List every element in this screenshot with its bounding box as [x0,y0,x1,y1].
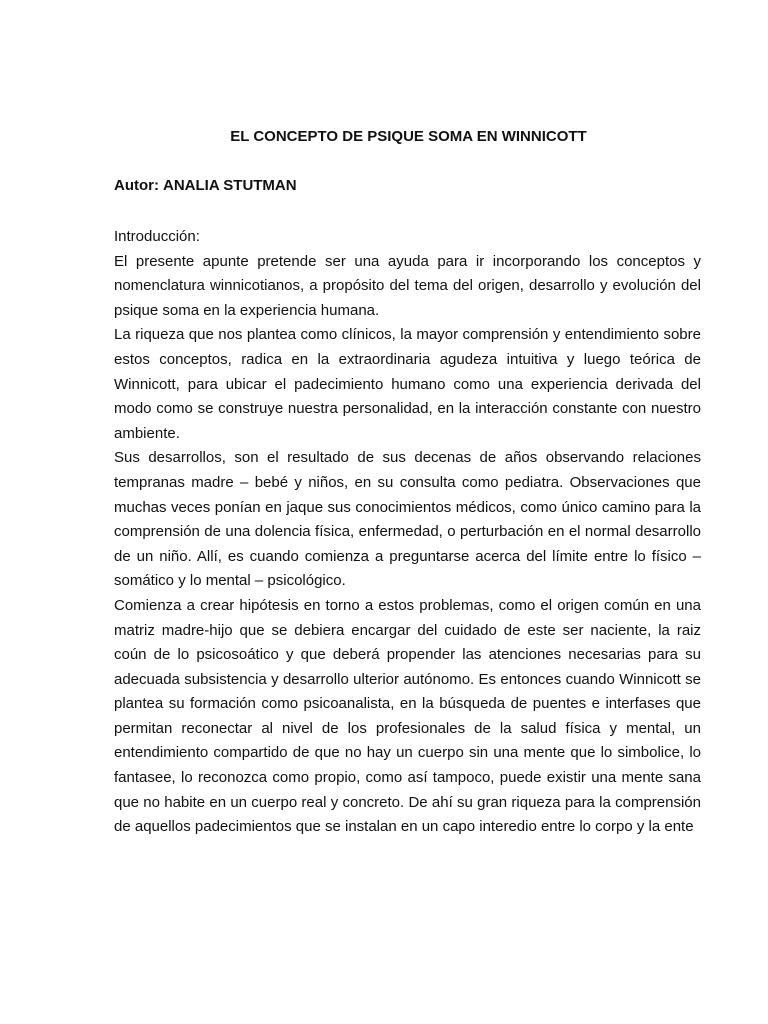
document-title: EL CONCEPTO DE PSIQUE SOMA EN WINNICOTT [230,128,587,145]
author-line [114,177,297,194]
document-body [114,225,701,840]
paragraph: La riqueza que nos plantea como clínicos, la mayor comprensión y entendimiento sobre estos conceptos, radica en la extraordinaria agudeza intuitiva y luego teórica de Winnicott, para ubicar el padecimiento humano como una experiencia derivada del modo como se construye nuestra personalidad, en la interacción constante con nuestro ambiente. [114,326,701,442]
paragraph: El presente apunte pretende ser una ayuda para ir incorporando los conceptos y nomenclatura winnicotianos, a propósito del tema del origen, desarrollo y evolución del psique soma en la experiencia humana. [114,252,701,319]
author-name: ANALIA STUTMAN [163,177,297,194]
section-heading: Introducción: [114,228,200,245]
paragraph: Comienza a crear hipótesis en torno a estos problemas, como el origen común en una matriz madre-hijo que se debiera encargar del cuidado de este ser naciente, la raiz coún de lo psicosoático y que deberá propender las atenciones necesarias para su adecuada subsistencia y desarrollo ulterior autónomo. Es entonces cuando Winnicott se plantea su formación como psicoanalista, en la búsqueda de puentes e interfases que permitan reconectar al nivel de los profesionales de la salud física y mental, un entendimiento compartido de que no hay un cuerpo sin una mente que lo simbolice, lo fantasee, lo reconozca como propio, como así tampoco, puede existir una mente sana que no habite en un cuerpo real y concreto. De ahí su gran riqueza para la comprensión de aquellos padecimientos que se instalan en un capo interedio entre lo corpo y la ente [114,596,701,836]
author-label: Autor: [114,177,159,194]
paragraph: Sus desarrollos, son el resultado de sus decenas de años observando relaciones tempranas madre – bebé y niños, en su consulta como pediatra. Observaciones que muchas veces ponían en jaque sus conocimientos médicos, como único camino para la comprensión de una dolencia física, enfermedad, o perturbación en el normal desarrollo de un niño. Allí, es cuando comienza a preguntarse acerca del límite entre lo físico – somático y lo mental – psicológico. [114,449,701,590]
